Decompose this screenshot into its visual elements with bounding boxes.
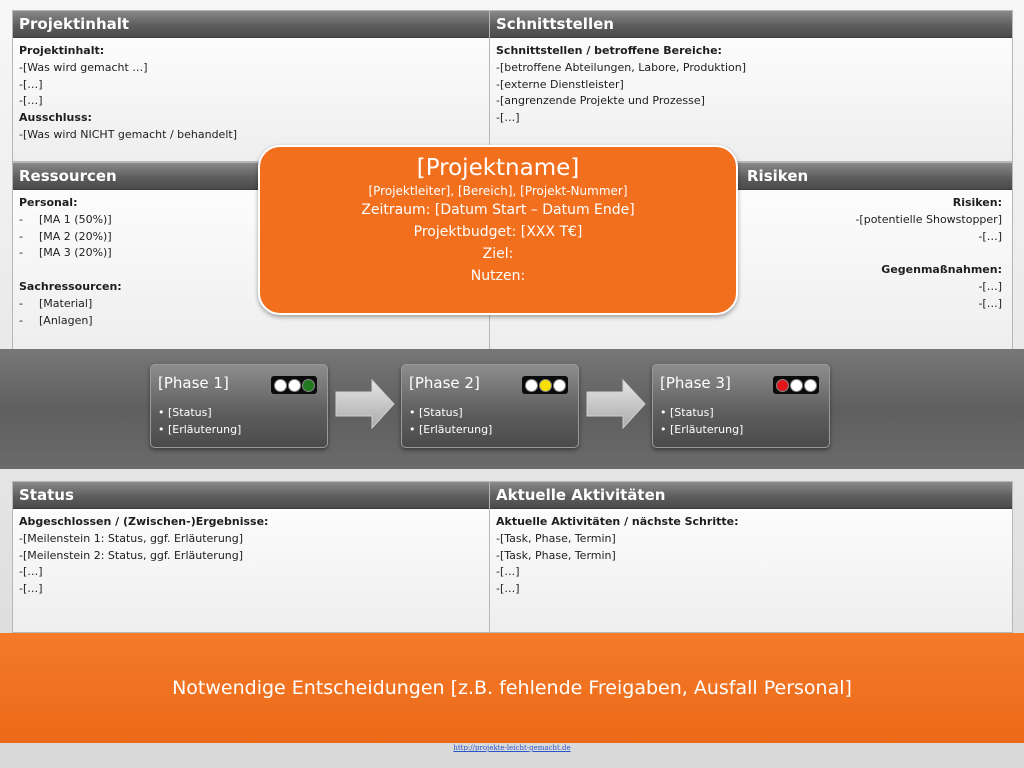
personal-item-text: [MA 1 (50%)] [39,212,112,226]
status-line: Abgeschlossen / (Zwischen-)Ergebnisse: [19,515,269,528]
massnahmen-item: -[…] [978,296,1002,310]
projektinhalt-panel [12,10,490,162]
footer-link[interactable]: http://projekte-leicht-gemacht.de [453,744,571,752]
sach-label: Sachressourcen: [19,279,122,293]
risiken-title: Risiken [747,167,809,185]
schnittstellen-line: -[externe Dienstleister] [496,77,624,91]
projektinhalt-line: -[Was wird gemacht …] [19,60,148,74]
schnittstellen-body [490,38,1012,132]
sach-item [19,313,483,330]
projektinhalt-line: Ausschluss: [19,111,92,125]
aktivitaeten-line: -[Task, Phase, Termin] [496,531,616,545]
project-goal: Ziel: [482,246,514,262]
phase-card-1 [150,364,328,448]
status-panel [12,481,490,633]
project-benefit: Nutzen: [470,268,526,284]
project-name: [Projektname] [416,155,580,181]
dash: - [19,313,23,327]
schnittstellen-line: -[betroffene Abteilungen, Labore, Produktion] [496,60,747,74]
dash: - [19,296,23,310]
risiken-label: Risiken: [952,196,1002,209]
phase-explanation: • [Erläuterung] [409,423,493,436]
phase-status: • [Status] [158,406,212,419]
status-line: -[Meilenstein 1: Status, ggf. Erläuterung] [19,531,244,545]
traffic-light-icon [522,376,568,394]
schnittstellen-line: -[…] [496,111,520,125]
phase-title: [Phase 1] [158,374,229,392]
lamp [288,379,301,392]
lamp [790,379,803,392]
aktivitaeten-header: Aktuelle Aktivitäten [490,482,1012,509]
personal-item-text: [MA 3 (20%)] [39,246,112,260]
arrow-right-icon [334,378,396,430]
projektinhalt-body [13,38,489,149]
schnittstellen-panel [489,10,1013,162]
status-body [13,509,489,603]
lamp [539,379,552,392]
sach-item-text: [Material] [39,296,93,310]
massnahmen-label: Gegenmaßnahmen: [881,263,1002,277]
phase-items [158,404,241,438]
phase-explanation: • [Erläuterung] [660,423,744,436]
projektinhalt-line: -[…] [19,94,43,108]
phase-items [409,404,492,438]
massnahmen-item: -[…] [978,279,1002,293]
schnittstellen-header: Schnittstellen [490,11,1012,38]
phase-items [660,404,743,438]
dash: - [19,212,23,226]
phase-title: [Phase 2] [409,374,480,392]
dash: - [19,246,23,260]
phase-card-3 [652,364,830,448]
risiken-item: -[potentielle Showstopper] [855,212,1002,226]
traffic-light-icon [271,376,317,394]
projektinhalt-line: Projektinhalt: [19,44,105,57]
risiken-item: -[…] [978,229,1002,243]
aktivitaeten-line: Aktuelle Aktivitäten / nächste Schritte: [496,515,739,528]
dash: - [19,229,23,243]
lamp [804,379,817,392]
project-meta: [Projektleiter], [Bereich], [Projekt-Nummer] [368,184,628,198]
aktivitaeten-panel [489,481,1013,633]
traffic-light-icon [773,376,819,394]
lamp [553,379,566,392]
projektinhalt-line: -[Was wird NICHT gemacht / behandelt] [19,127,237,141]
schnittstellen-line: Schnittstellen / betroffene Bereiche: [496,44,722,57]
phase-explanation: • [Erläuterung] [158,423,242,436]
sach-item-text: [Anlagen] [39,313,93,327]
phase-status: • [Status] [660,406,714,419]
lamp [776,379,789,392]
aktivitaeten-line: -[…] [496,582,520,596]
projektinhalt-line: -[…] [19,77,43,91]
schnittstellen-line: -[angrenzende Projekte und Prozesse] [496,94,705,108]
projektinhalt-header: Projektinhalt [13,11,489,38]
phase-status: • [Status] [409,406,463,419]
status-line: -[…] [19,565,43,579]
phase-card-2 [401,364,579,448]
decisions-banner: Notwendige Entscheidungen [z.B. fehlende Freigaben, Ausfall Personal] [0,633,1024,743]
lamp [274,379,287,392]
ressourcen-header: Ressourcen [13,163,489,190]
project-summary-box [258,145,738,315]
lamp [302,379,315,392]
aktivitaeten-line: -[…] [496,565,520,579]
status-line: -[Meilenstein 2: Status, ggf. Erläuterung] [19,548,244,562]
status-header: Status [13,482,489,509]
aktivitaeten-body [490,509,1012,603]
personal-label: Personal: [19,196,78,209]
project-period: Zeitraum: [Datum Start – Datum Ende] [361,202,635,218]
project-budget: Projektbudget: [XXX T€] [413,224,583,240]
status-line: -[…] [19,582,43,596]
personal-item-text: [MA 2 (20%)] [39,229,112,243]
phase-title: [Phase 3] [660,374,731,392]
lamp [525,379,538,392]
arrow-right-icon [585,378,647,430]
aktivitaeten-line: -[Task, Phase, Termin] [496,548,616,562]
